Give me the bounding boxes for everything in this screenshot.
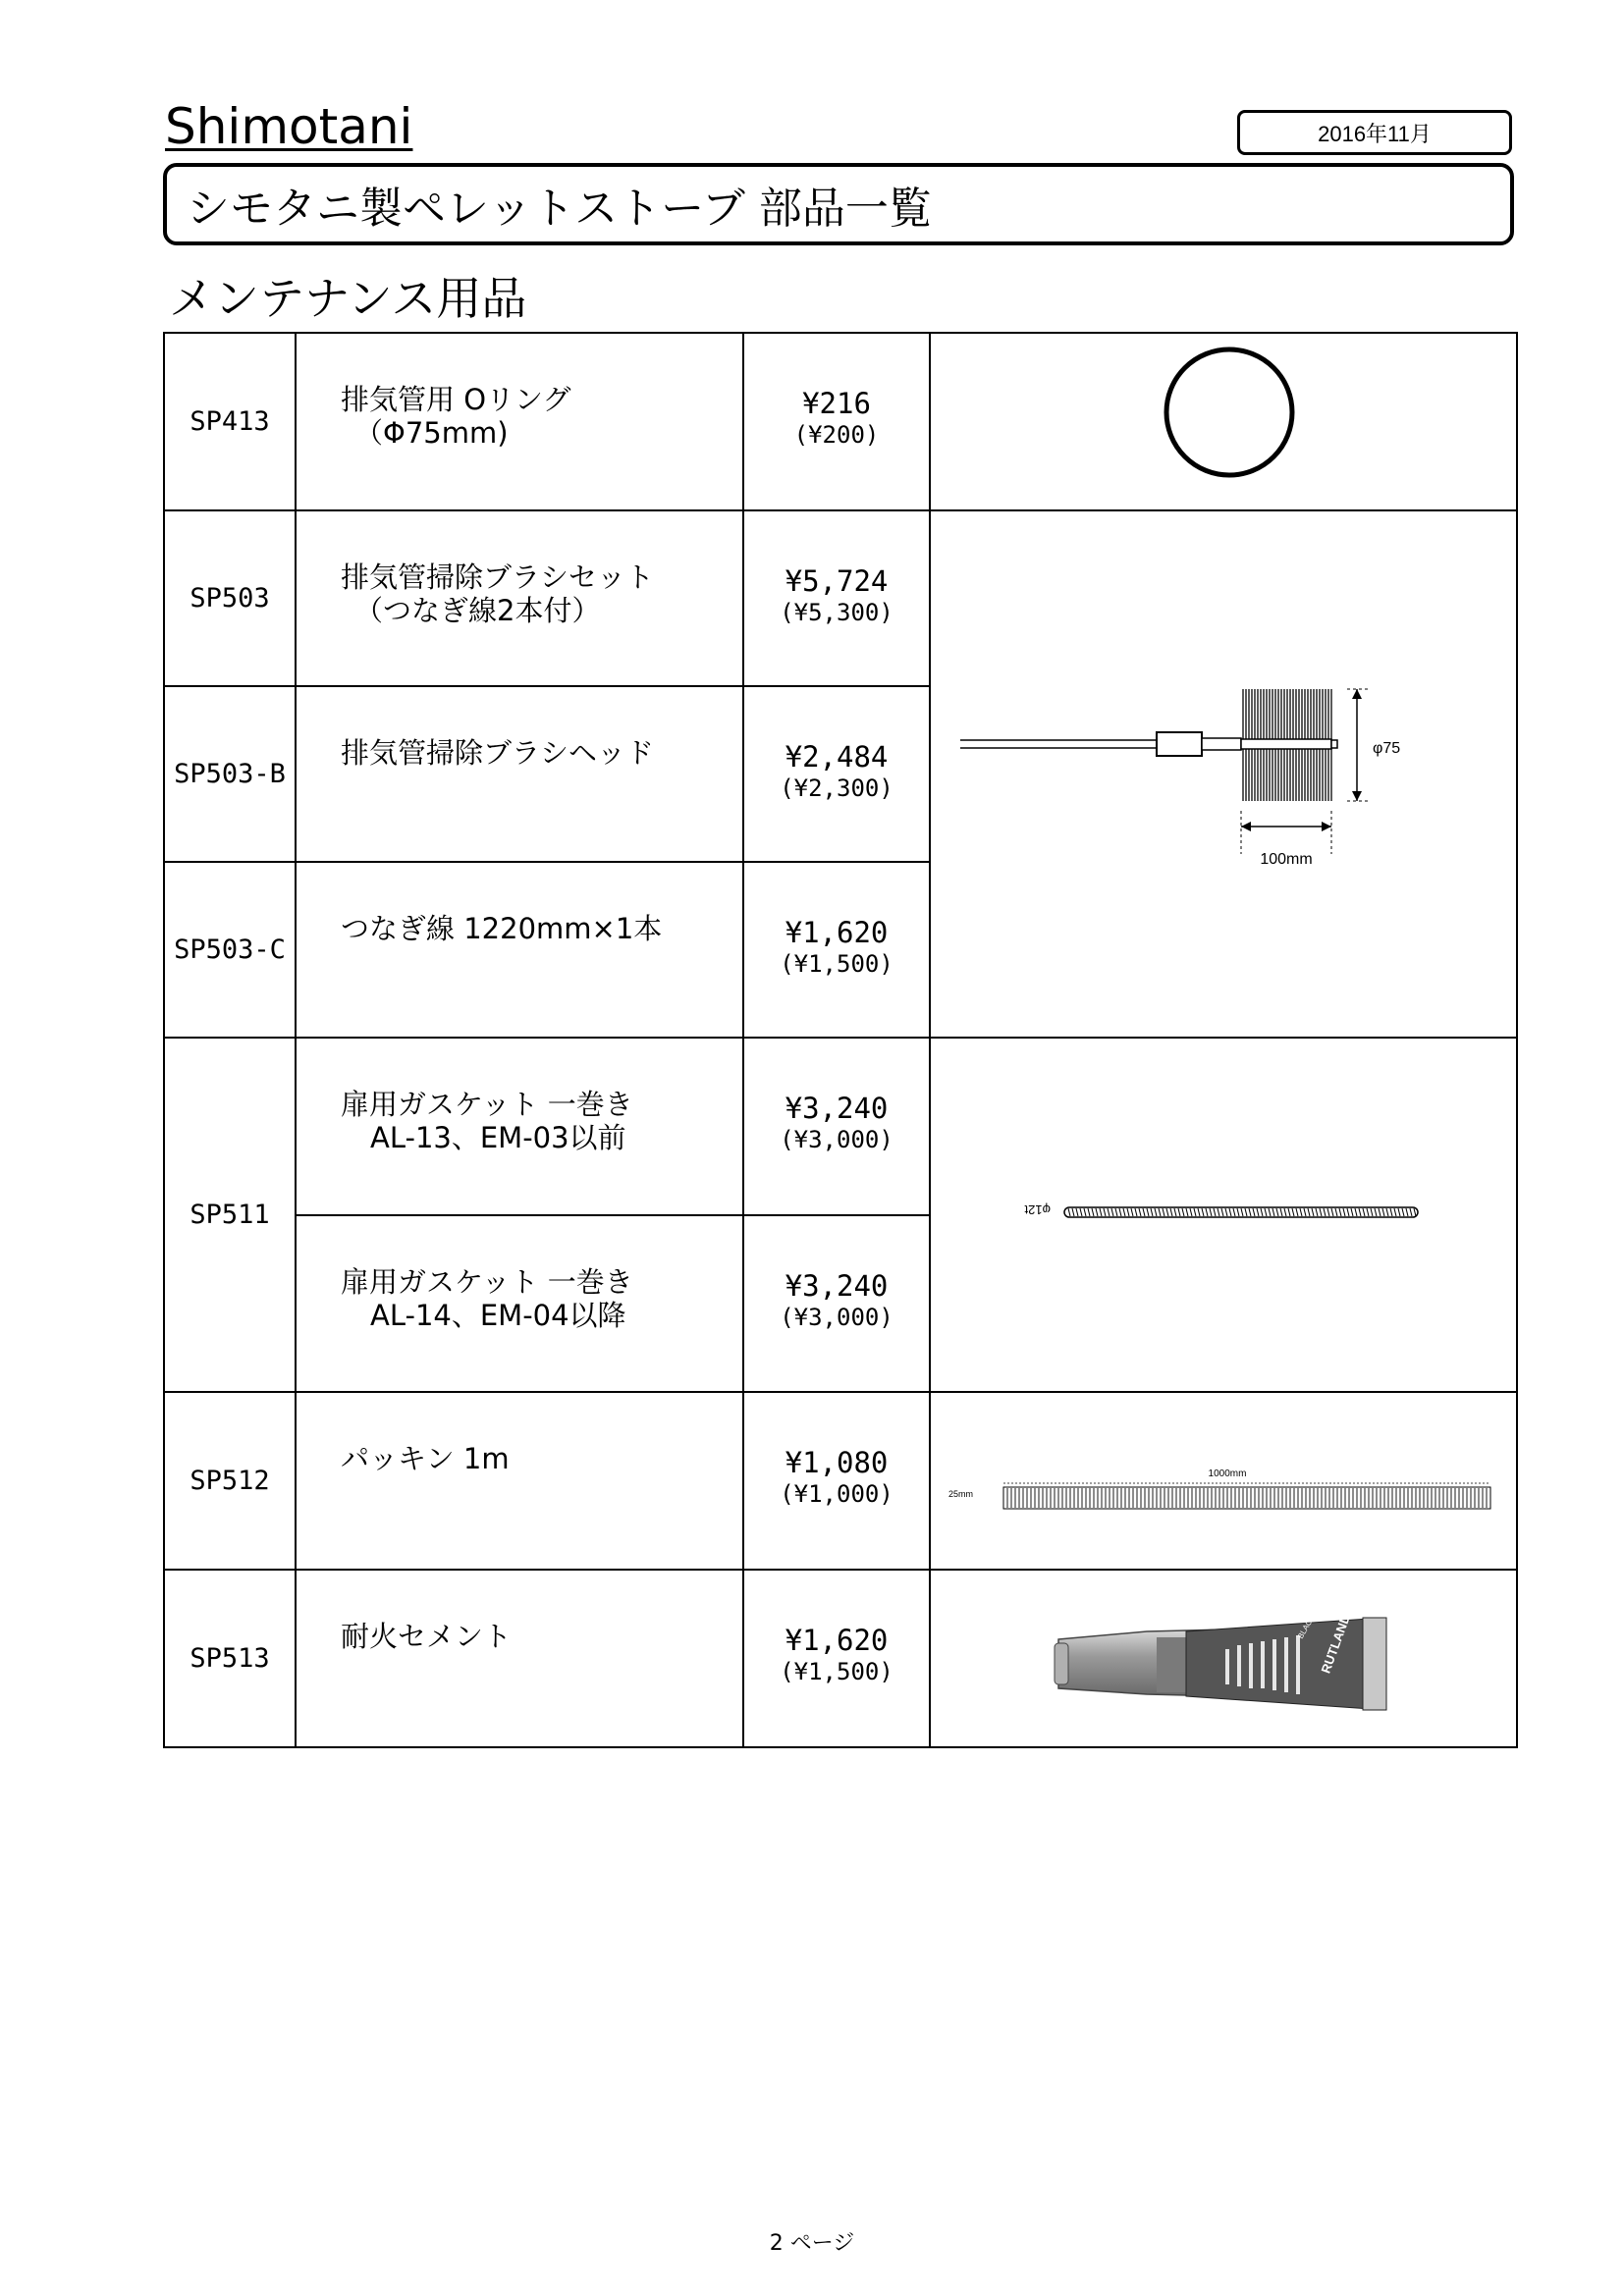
- price-excl-tax: (¥2,300): [780, 774, 893, 802]
- part-name-line: 扉用ガスケット 一巻き: [341, 1264, 633, 1299]
- part-name-line: 扉用ガスケット 一巻き: [341, 1088, 633, 1121]
- price-excl-tax: (¥5,300): [780, 599, 893, 626]
- packing-height-label: 25mm: [948, 1489, 974, 1499]
- part-price: [743, 862, 930, 1038]
- part-name: [296, 1570, 743, 1747]
- part-name: [296, 1392, 743, 1570]
- cement-brand-text: RUTLAND: [1318, 1612, 1354, 1676]
- price-excl-tax: (¥1,000): [780, 1480, 893, 1508]
- cement-sub-text: BLACK: [1295, 1613, 1317, 1640]
- part-code: SP503-B: [164, 686, 296, 862]
- brush-diameter-label: φ75: [1373, 739, 1401, 757]
- gasket-diameter-label: φ12t: [1024, 1202, 1051, 1217]
- part-code: SP511: [164, 1038, 296, 1392]
- price-incl-tax: ¥2,484: [785, 740, 889, 774]
- part-price: [743, 1392, 930, 1570]
- part-name: [296, 510, 743, 686]
- part-image-cell: [930, 1392, 1517, 1570]
- brush-image: [931, 512, 1518, 1033]
- date-badge: 2016年11月: [1237, 110, 1512, 155]
- cement-tube-image: [931, 1571, 1518, 1742]
- part-price: [743, 510, 930, 686]
- brush-length-label: 100mm: [1260, 850, 1313, 868]
- price-incl-tax: ¥1,080: [785, 1446, 889, 1479]
- section-title: メンテナンス用品: [169, 272, 527, 325]
- part-name: [296, 333, 743, 510]
- part-name-line: （つなぎ線2本付）: [354, 594, 601, 627]
- part-name-line: 耐火セメント: [341, 1620, 513, 1653]
- part-code: SP413: [164, 333, 296, 510]
- part-name-line: AL-14、EM-04以降: [370, 1298, 626, 1332]
- part-code: SP512: [164, 1392, 296, 1570]
- table-row: [164, 510, 1517, 686]
- table-row: [164, 1392, 1517, 1570]
- part-name-line: パッキン 1m: [341, 1442, 510, 1475]
- part-price: [743, 1038, 930, 1215]
- packing-image: [931, 1393, 1518, 1565]
- part-name: [296, 1038, 743, 1215]
- price-incl-tax: ¥216: [802, 387, 871, 420]
- part-name-line: つなぎ線 1220mm×1本: [341, 912, 663, 945]
- part-code: SP503-C: [164, 862, 296, 1038]
- part-image-cell: [930, 333, 1517, 510]
- part-code: SP503: [164, 510, 296, 686]
- part-price: [743, 1215, 930, 1393]
- part-name-line: 排気管掃除ブラシヘッド: [341, 736, 655, 770]
- price-incl-tax: ¥1,620: [785, 916, 889, 949]
- price-incl-tax: ¥1,620: [785, 1624, 889, 1657]
- part-code: SP513: [164, 1570, 296, 1747]
- part-name: [296, 862, 743, 1038]
- brand-logo: Shimotani: [165, 98, 413, 155]
- part-name: [296, 1215, 743, 1393]
- part-price: [743, 333, 930, 510]
- packing-length-label: 1000mm: [1208, 1468, 1247, 1479]
- price-excl-tax: (¥200): [793, 421, 880, 449]
- o-ring-image: [931, 334, 1518, 506]
- table-row: [164, 1038, 1517, 1215]
- table-row: [164, 333, 1517, 510]
- price-excl-tax: (¥1,500): [780, 1658, 893, 1685]
- table-row: [164, 1570, 1517, 1747]
- part-name: [296, 686, 743, 862]
- part-price: [743, 686, 930, 862]
- page-number: 2 ページ: [769, 2231, 855, 2256]
- parts-table: [163, 332, 1518, 1748]
- page-title: シモタニ製ペレットストーブ 部品一覧: [163, 163, 1514, 245]
- price-excl-tax: (¥3,000): [780, 1126, 893, 1153]
- part-name-line: （Φ75mm): [354, 416, 509, 450]
- part-name-line: 排気管掃除ブラシセット: [341, 561, 655, 594]
- part-name-line: AL-13、EM-03以前: [370, 1121, 626, 1154]
- gasket-image: [931, 1039, 1518, 1387]
- part-image-cell: [930, 1570, 1517, 1747]
- price-incl-tax: ¥5,724: [785, 564, 889, 598]
- part-price: [743, 1570, 930, 1747]
- part-name-line: 排気管用 Oリング: [341, 383, 571, 416]
- part-image-cell: [930, 1038, 1517, 1392]
- price-excl-tax: (¥1,500): [780, 950, 893, 978]
- price-excl-tax: (¥3,000): [780, 1303, 893, 1331]
- price-incl-tax: ¥3,240: [785, 1092, 889, 1125]
- price-incl-tax: ¥3,240: [785, 1268, 889, 1303]
- part-image-cell: [930, 510, 1517, 1038]
